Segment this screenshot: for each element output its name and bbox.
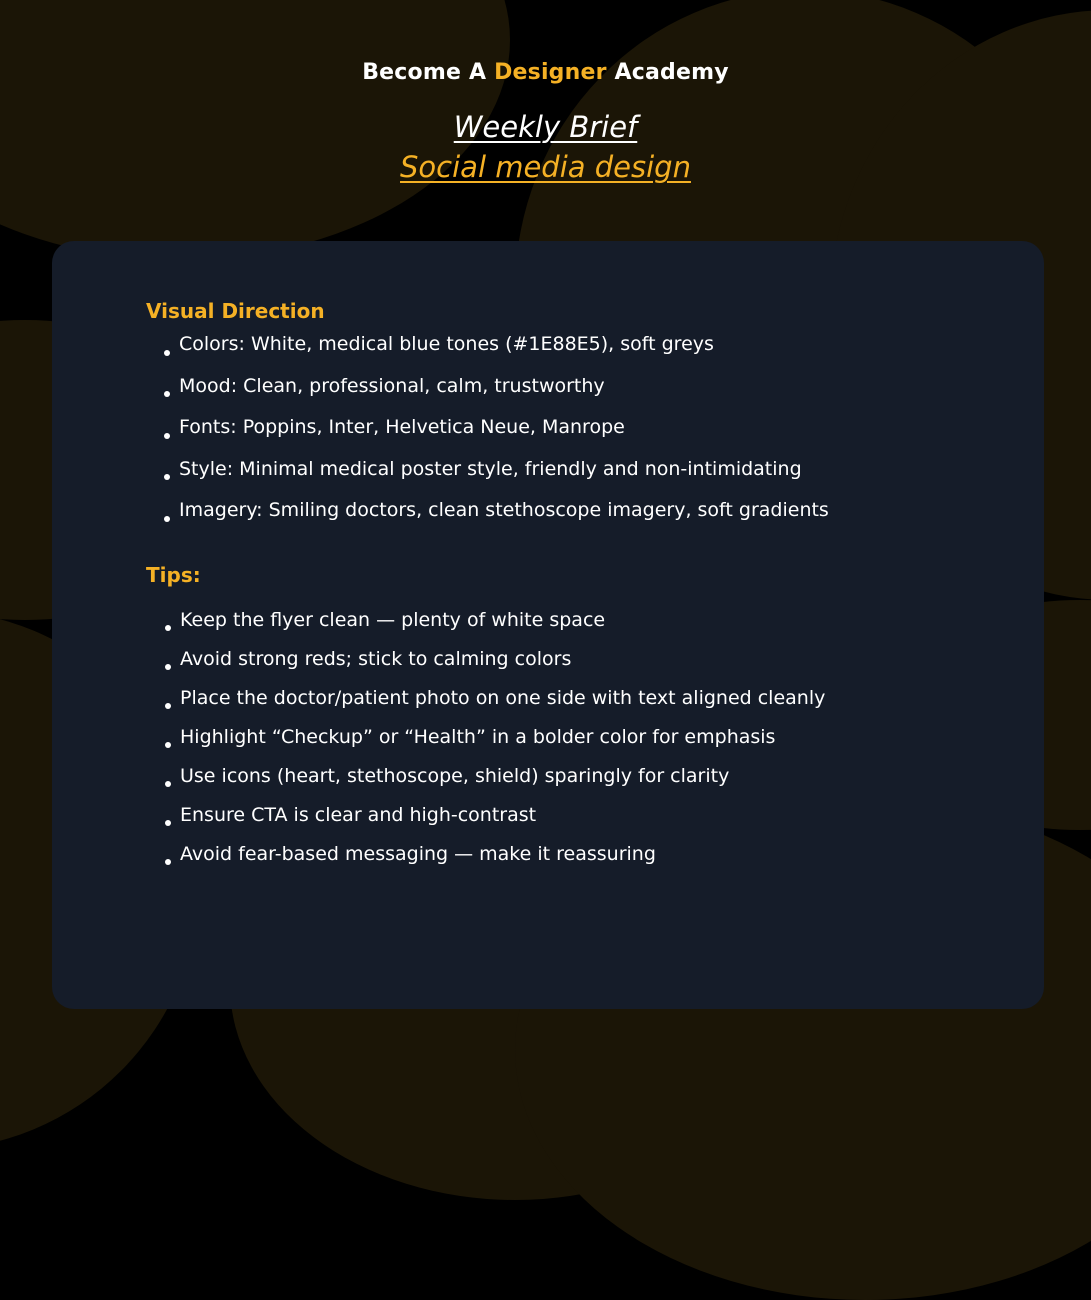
list-item-text: Place the doctor/patient photo on one side with text aligned cleanly (180, 687, 826, 709)
bullet-dot-icon (165, 625, 171, 631)
list-item-text: Mood: Clean, professional, calm, trustworthy (179, 374, 605, 397)
bullet-dot-icon (165, 703, 171, 709)
visual-direction-heading: Visual Direction (146, 299, 325, 323)
bullet-dot-icon (164, 433, 170, 439)
bullet-dot-icon (164, 474, 170, 480)
list-item (179, 374, 829, 416)
tips-list (180, 608, 825, 881)
list-item (179, 498, 829, 540)
bullet-dot-icon (165, 781, 171, 787)
bullet-dot-icon (165, 664, 171, 670)
bullet-dot-icon (165, 859, 171, 865)
list-item-text: Ensure CTA is clear and high-contrast (180, 804, 537, 826)
bullet-dot-icon (164, 516, 170, 522)
list-item-text: Avoid strong reds; stick to calming colors (180, 648, 572, 670)
list-item-text: Fonts: Poppins, Inter, Helvetica Neue, Manrope (179, 416, 625, 438)
list-item (179, 332, 829, 374)
list-item (180, 647, 825, 686)
brand-prefix: Become A (362, 60, 495, 85)
list-item (180, 725, 825, 764)
list-item-text: Highlight “Checkup” or “Health” in a bolder color for emphasis (180, 726, 776, 748)
tips-heading: Tips: (146, 563, 201, 587)
list-item-text: Use icons (heart, stethoscope, shield) sparingly for clarity (180, 765, 730, 787)
list-item-text: Imagery: Smiling doctors, clean stethoscope imagery, soft gradients (179, 499, 829, 521)
list-item (179, 415, 829, 457)
bullet-dot-icon (164, 391, 170, 397)
brief-title: Weekly Brief (453, 110, 638, 144)
bullet-dot-icon (164, 350, 170, 356)
bullet-dot-icon (165, 742, 171, 748)
brief-subtitle: Social media design (400, 150, 691, 184)
list-item (180, 842, 825, 881)
brand-title (0, 60, 1091, 85)
list-item-text: Colors: White, medical blue tones (#1E88E5), soft greys (179, 333, 714, 355)
brand-suffix: Academy (606, 60, 729, 85)
list-item (180, 803, 825, 842)
brief-card (52, 241, 1044, 1009)
list-item-text: Keep the flyer clean — plenty of white space (180, 609, 606, 631)
brand-accent: Designer (494, 60, 607, 85)
list-item-text: Style: Minimal medical poster style, friendly and non-intimidating (179, 457, 802, 480)
list-item-text: Avoid fear-based messaging — make it reassuring (180, 843, 656, 865)
list-item (179, 457, 829, 499)
list-item (180, 686, 825, 725)
list-item (180, 608, 825, 647)
visual-direction-list (179, 332, 829, 540)
list-item (180, 764, 825, 803)
bullet-dot-icon (165, 820, 171, 826)
